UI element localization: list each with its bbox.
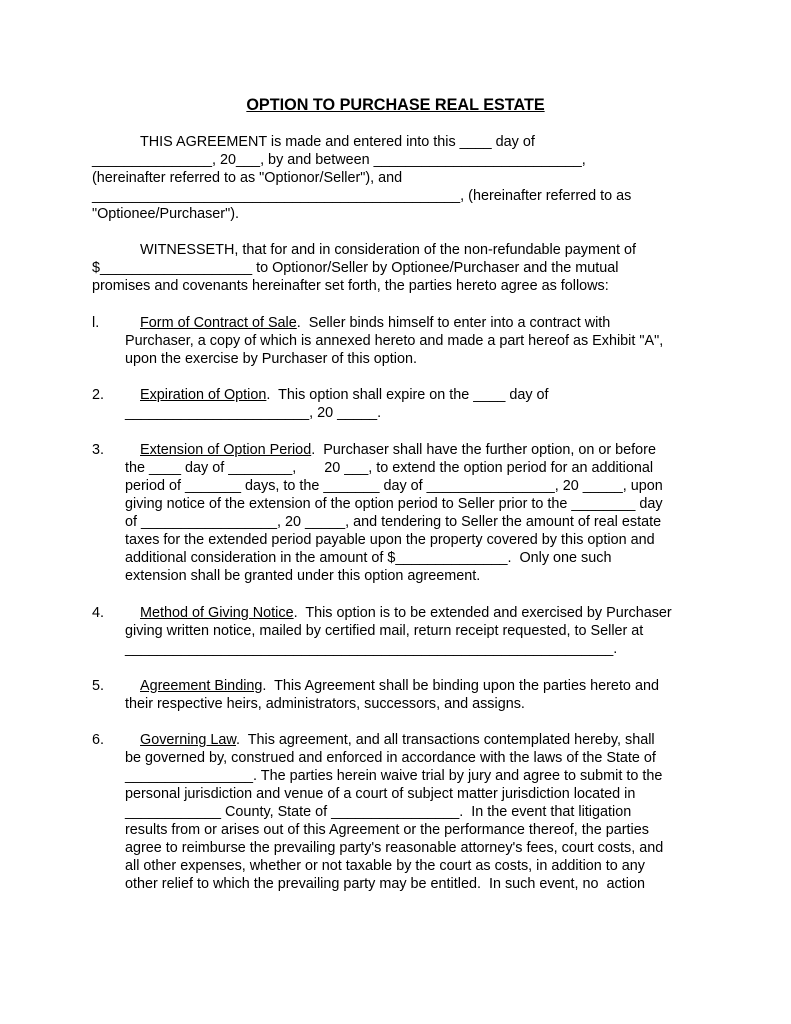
section-first-line: [140, 731, 655, 749]
intro-line: _______________, 20___, by and between __________________________,: [92, 152, 586, 168]
section-first-line-text: . This option shall expire on the ____ day of: [266, 387, 549, 403]
section-number: 4.: [92, 605, 105, 621]
section-line: _______________________, 20 _____.: [125, 405, 382, 421]
section-line: _____________________________________________________________.: [125, 641, 618, 657]
section-line: all other expenses, whether or not taxable by the court as costs, in addition to any: [125, 858, 645, 874]
section-line: taxes for the extended period payable upon the property covered by this option and: [125, 532, 655, 548]
section-first-line-text: . Purchaser shall have the further option, on or before: [311, 442, 656, 458]
section-line: agree to reimburse the prevailing party's reasonable attorney's fees, court costs, and: [125, 840, 664, 856]
section-line: other relief to which the prevailing party may be entitled. In such event, no action: [125, 876, 645, 892]
intro-line: "Optionee/Purchaser").: [92, 206, 239, 222]
section-first-line-text: . This agreement, and all transactions contemplated hereby, shall: [236, 732, 655, 748]
section-first-line: [140, 604, 672, 622]
section-heading: Form of Contract of Sale: [140, 315, 297, 331]
section-line: of _________________, 20 _____, and tendering to Seller the amount of real estate: [125, 514, 662, 530]
section-first-line: [140, 386, 549, 404]
section-heading: Extension of Option Period: [140, 442, 312, 458]
section-line: additional consideration in the amount of $______________. Only one such: [125, 550, 612, 566]
section-line: personal jurisdiction and venue of a court of subject matter jurisdiction located in: [125, 786, 636, 802]
section-number: 2.: [92, 387, 105, 403]
intro-line: THIS AGREEMENT is made and entered into this ____ day of: [140, 134, 535, 150]
section-line: ____________ County, State of ________________. In the event that litigation: [125, 804, 632, 820]
section-line: Purchaser, a copy of which is annexed hereto and made a part hereof as Exhibit "A",: [125, 333, 664, 349]
section-first-line: [140, 314, 610, 332]
section-line: giving written notice, mailed by certified mail, return receipt requested, to Seller at: [125, 623, 644, 639]
section-first-line: [140, 441, 656, 459]
section-first-line-text: . Seller binds himself to enter into a contract with: [296, 315, 611, 331]
witnesseth-line: promises and covenants hereinafter set forth, the parties hereto agree as follows:: [92, 278, 609, 294]
section-number: 5.: [92, 678, 105, 694]
document-title: OPTION TO PURCHASE REAL ESTATE: [246, 96, 545, 114]
section-line: results from or arises out of this Agreement or the performance thereof, the parties: [125, 822, 649, 838]
section-line: their respective heirs, administrators, successors, and assigns.: [125, 696, 525, 712]
section-first-line: [140, 677, 659, 695]
section-first-line-text: . This Agreement shall be binding upon the parties hereto and: [262, 678, 659, 694]
section-heading: Expiration of Option: [140, 387, 267, 403]
witnesseth-line: WITNESSETH, that for and in consideration of the non-refundable payment of: [140, 242, 636, 258]
intro-line: ______________________________________________, (hereinafter referred to as: [92, 188, 632, 204]
section-heading: Method of Giving Notice: [140, 605, 294, 621]
section-line: upon the exercise by Purchaser of this option.: [125, 351, 417, 367]
section-line: giving notice of the extension of the option period to Seller prior to the ________ day: [125, 496, 663, 512]
section-number: 6.: [92, 732, 105, 748]
intro-line: (hereinafter referred to as "Optionor/Seller"), and: [92, 170, 403, 186]
section-number: l.: [92, 315, 100, 331]
section-line: be governed by, construed and enforced in accordance with the laws of the State of: [125, 750, 656, 766]
section-line: period of _______ days, to the _______ day of ________________, 20 _____, upon: [125, 478, 663, 494]
section-heading: Governing Law: [140, 732, 236, 748]
section-line: ________________. The parties herein waive trial by jury and agree to submit to the: [125, 768, 663, 784]
section-first-line-text: . This option is to be extended and exercised by Purchaser: [293, 605, 672, 621]
section-line: extension shall be granted under this option agreement.: [125, 568, 481, 584]
section-line: the ____ day of ________, 20 ___, to extend the option period for an additional: [125, 460, 654, 476]
section-number: 3.: [92, 442, 105, 458]
witnesseth-line: $___________________ to Optionor/Seller by Optionee/Purchaser and the mutual: [92, 260, 619, 276]
section-heading: Agreement Binding: [140, 678, 263, 694]
